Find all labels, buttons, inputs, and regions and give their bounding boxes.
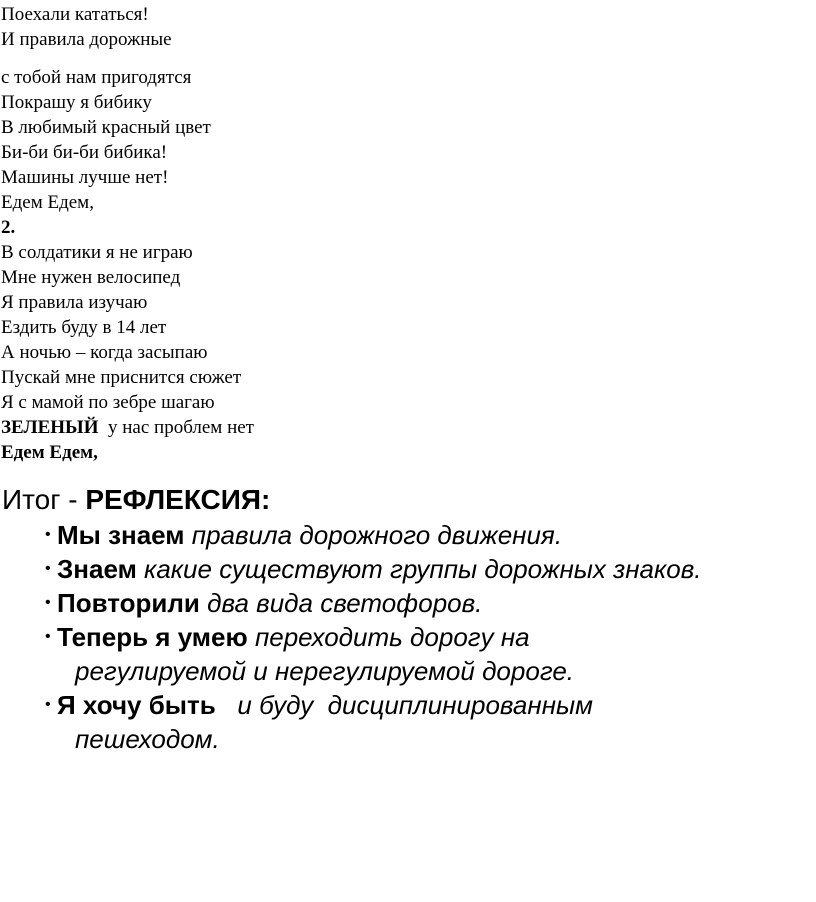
poem-line: Мне нужен велосипед [1, 267, 181, 288]
bullet-icon: • [45, 560, 51, 577]
poem-line: Машины лучше нет! [1, 167, 169, 188]
item-bold: Теперь я умею [57, 622, 248, 652]
poem-line: А ночью – когда засыпаю [1, 342, 208, 363]
item-continuation: регулируемой и нерегулируемой дороге. [75, 656, 575, 686]
summary-list [2, 518, 816, 756]
item-bold: Я хочу быть [57, 690, 216, 720]
summary-item [2, 688, 816, 756]
poem-line: В любимый красный цвет [1, 117, 211, 138]
poem-line: Едем Едем, [1, 192, 94, 213]
stanza-gap [1, 52, 561, 65]
bullet-icon: • [45, 594, 51, 611]
bullet-icon: • [45, 628, 51, 645]
item-italic: правила дорожного движения. [184, 520, 563, 550]
summary-item [2, 552, 816, 586]
heading-plain: Итог - [2, 484, 86, 515]
poem-line: И правила дорожные [1, 29, 172, 50]
bullet-icon: • [45, 526, 51, 543]
heading-bold: РЕФЛЕКСИЯ: [85, 484, 271, 515]
item-italic: какие существуют группы дорожных знаков. [136, 554, 702, 584]
poem-line: с тобой нам пригодятся [1, 67, 192, 88]
poem-last-line: Едем Едем, [1, 442, 98, 463]
green-rest: у нас проблем нет [98, 417, 254, 438]
summary-item [2, 586, 816, 620]
bullet-icon: • [45, 696, 51, 713]
item-bold: Знаем [57, 554, 137, 584]
poem-line: Покрашу я бибику [1, 92, 152, 113]
poem-line-green [1, 415, 561, 440]
reflection-summary [2, 482, 816, 756]
poem-line: Ездить буду в 14 лет [1, 317, 167, 338]
poem-text [1, 2, 561, 465]
summary-item [2, 518, 816, 552]
item-italic: переходить дорогу на [247, 622, 530, 652]
poem-line: Я с мамой по зебре шагаю [1, 392, 215, 413]
summary-heading [2, 482, 816, 518]
item-continuation: пешеходом. [75, 724, 220, 754]
poem-line: Я правила изучаю [1, 292, 148, 313]
poem-line: В солдатики я не играю [1, 242, 193, 263]
item-bold: Повторили [57, 588, 200, 618]
poem-line: Пускай мне приснится сюжет [1, 367, 242, 388]
item-bold: Мы знаем [57, 520, 185, 550]
verse-number: 2. [1, 217, 16, 238]
poem-line: Поехали кататься! [1, 4, 149, 25]
summary-item [2, 620, 816, 688]
poem-line: Би-би би-би бибика! [1, 142, 168, 163]
green-bold-word: ЗЕЛЕНЫЙ [1, 417, 99, 438]
item-italic: и буду дисциплинированным [215, 690, 593, 720]
item-italic: два вида светофоров. [199, 588, 483, 618]
